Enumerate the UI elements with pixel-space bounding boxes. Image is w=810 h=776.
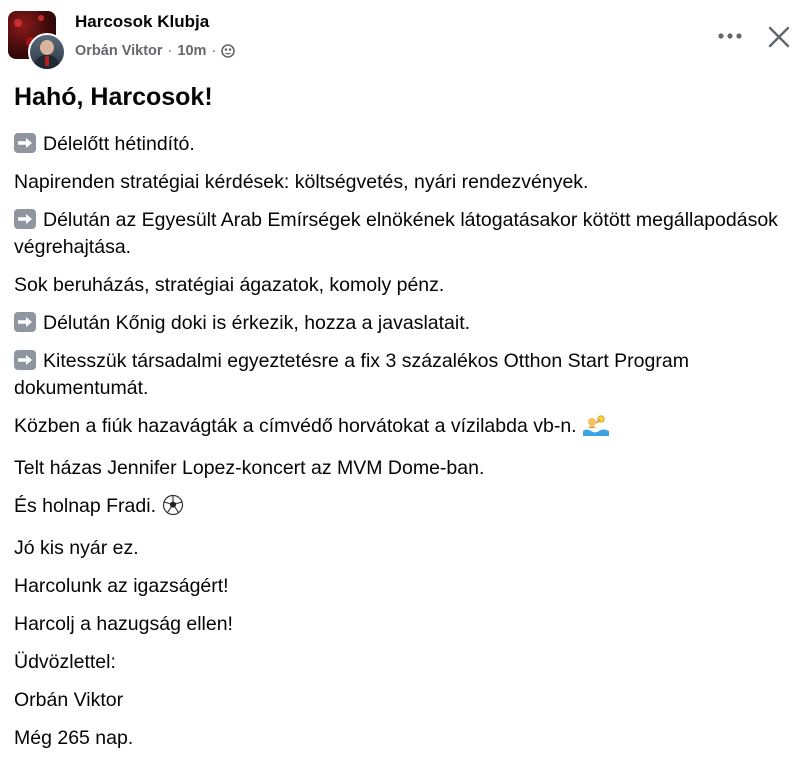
right-arrow-icon [14,312,36,332]
more-options-button[interactable] [712,22,748,50]
meta-separator: · [167,43,173,59]
post-header [0,0,810,72]
right-arrow-icon [14,350,36,370]
post-paragraph [14,348,794,402]
paragraph-text: Harcolj a hazugság ellen! [14,613,233,635]
close-icon [768,26,790,48]
timestamp-link[interactable]: 10m [177,43,207,59]
post-paragraph [14,455,794,482]
post-paragraph [14,535,794,562]
post-paragraph [14,687,794,714]
post-paragraph [14,493,794,524]
water-polo-icon [583,414,609,444]
paragraph-text: Telt házas Jennifer Lopez-koncert az MVM Dome-ban. [14,457,485,479]
globe-icon[interactable] [221,44,235,58]
more-dots-icon [718,33,742,39]
paragraph-text: Napirenden stratégiai kérdések: költségvetés, nyári rendezvények. [14,171,589,193]
paragraph-text: Délután az Egyesült Arab Emírségek elnökének látogatásakor kötött megállapodások végrehajtása. [14,209,778,258]
right-arrow-icon [14,209,36,229]
post-paragraph [14,310,794,337]
post-paragraph [14,611,794,638]
meta-separator: · [211,43,217,59]
paragraph-text: Délután Kőnig doki is érkezik, hozza a javaslatait. [43,312,471,334]
post-paragraph [14,725,794,752]
paragraph-text: Délelőtt hétindító. [43,133,195,155]
paragraph-text: Még 265 nap. [14,727,134,749]
paragraph-text: Harcolunk az igazságért! [14,575,229,597]
paragraph-text: És holnap Fradi. [14,495,156,517]
avatar-group[interactable] [8,11,64,67]
paragraph-text: Sok beruházás, stratégiai ágazatok, komoly pénz. [14,274,445,296]
post-paragraph [14,573,794,600]
paragraph-text: Jó kis nyár ez. [14,537,139,559]
paragraph-text: Közben a fiúk hazavágták a címvédő horvátokat a vízilabda vb-n. [14,415,577,437]
paragraph-text: Üdvözlettel: [14,651,116,673]
soccer-ball-icon [162,494,184,524]
post-paragraph [14,131,794,158]
right-arrow-icon [14,133,36,153]
paragraph-text: Kitesszük társadalmi egyeztetésre a fix 3 százalékos Otthon Start Program dokumentumát. [14,350,689,399]
post-title: Hahó, Harcosok! [14,83,213,111]
post-paragraph [14,413,794,444]
post-paragraph [14,272,794,299]
post-body [14,131,794,763]
post-paragraph [14,207,794,261]
author-link[interactable]: Orbán Viktor [75,43,163,59]
post-paragraph [14,169,794,196]
author-avatar[interactable] [28,33,66,71]
close-button[interactable] [762,20,796,54]
paragraph-text: Orbán Viktor [14,689,124,711]
post-meta [75,43,235,59]
post-paragraph [14,649,794,676]
group-name-link[interactable]: Harcosok Klubja [75,12,210,31]
